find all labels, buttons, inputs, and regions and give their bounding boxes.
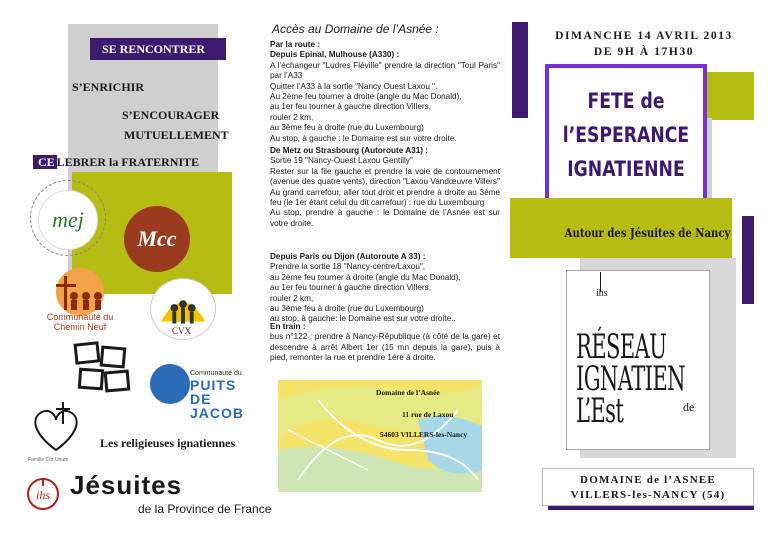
route-line: au 2ème feu tourner à droite (angle du Mac Donald), xyxy=(270,272,461,282)
route-line: au stop, à gauche: le Domaine est sur votre droite.. xyxy=(270,314,456,324)
route-line: Au 2ème feu tourner à droite (angle du Mac Donald), xyxy=(270,92,462,102)
route-line: Sortie 19 "Nancy-Ouest Laxou Gentilly" xyxy=(270,156,413,166)
tag-encourager: S’ENCOURAGER xyxy=(122,108,220,122)
route-train xyxy=(270,322,500,364)
fraternite-rest: LEBRER la FRATERNITE xyxy=(56,155,200,169)
route-subheading: Depuis Paris ou Dijon (Autoroute A 33) : xyxy=(270,252,426,261)
route-line: Au stop, à gauche : le Domaine est sur votre droite. xyxy=(270,133,457,143)
celebrer-fraternite xyxy=(38,155,228,171)
event-hours: DE 9H À 17H30 xyxy=(593,46,695,58)
fete-line: FETE de xyxy=(587,89,665,113)
tag-mutuellement: MUTUELLEMENT xyxy=(124,128,229,142)
reseau-de: de xyxy=(683,400,695,414)
autour-jesuites: Autour des Jésuites de Nancy xyxy=(564,226,731,240)
route-line: bus n°122 : prendre à Nancy-République (à côté de la gare) et descendre à arrêt Albert 1er (15 mn depuis la gare), puis à pied, remonter la rue et prendre 1ère à droite. xyxy=(270,332,500,363)
svg-text:ihs: ihs xyxy=(35,488,51,502)
puits-big-label: PUITS DE JACOB xyxy=(190,377,245,421)
route-subheading: Depuis Epinal, Mulhouse (A330) : xyxy=(270,50,400,60)
route-line: rouler 2 km, xyxy=(270,293,314,303)
religieuses-label: Les religieuses ignatiennes xyxy=(100,436,236,450)
chemin-neuf-label: Communauté du Chemin Neuf xyxy=(46,312,114,332)
map-address-city: 54603 VILLERS-les-Nancy xyxy=(380,430,468,439)
cor-unum-caption: Famille Cor Unum xyxy=(28,457,69,463)
route-line: Quitter l’A33 à la sortie "Nancy Ouest Laxou ". xyxy=(270,81,438,91)
route-epinal xyxy=(270,40,500,144)
route-line: Rester sur la file gauche et prendre la voie de contournement (avenue des quatre vents), direction "Laxou Vandœuvre Villers" xyxy=(270,166,500,187)
mej-logo: mej xyxy=(38,190,98,250)
venue-name: DOMAINE de l’ASNEE xyxy=(580,474,716,486)
right-purple-vertical-2 xyxy=(742,216,754,304)
route-line: Au stop, prendre à gauche : le Domaine de l’Asnée est sur votre droite. xyxy=(270,208,500,228)
reseau-line: L’Est xyxy=(576,391,624,431)
cvx-label: CVX xyxy=(172,326,192,336)
fete-line: l’ESPERANCE xyxy=(562,123,690,147)
jesuites-subtitle: de la Province de France xyxy=(138,502,272,516)
squares-logo-icon xyxy=(72,340,134,398)
route-subheading: De Metz ou Strasbourg (Autoroute A31) : xyxy=(270,146,428,155)
right-purple-vertical xyxy=(512,22,528,118)
fete-line: IGNATIENNE xyxy=(567,157,685,181)
map-address-street: 11 rue de Laxou xyxy=(402,410,454,419)
route-line: Au grand carrefour, aller tout droit et prendre à droite au 3ème feu (le 1er étant celui du dit carrefour) : rue du Luxembourg xyxy=(270,187,500,208)
fraternite-prefix: CE xyxy=(33,155,57,169)
fete-title xyxy=(560,84,693,186)
route-line: au 3ème feu à droite (rue du Luxembourg) xyxy=(270,304,424,314)
map-address-name: Domaine de l’Asnée xyxy=(376,388,440,397)
puits-small-label: Communauté du xyxy=(190,370,242,377)
route-line: au 1er feu tourner à gauche direction Villers, xyxy=(270,102,431,112)
route-subheading: En train : xyxy=(270,322,306,331)
route-line: au 3ème feu à droite (rue du Luxembourg) xyxy=(270,123,424,133)
mcc-logo: Mcc xyxy=(124,206,190,272)
reseau-ihs: ihs xyxy=(596,288,608,299)
jesuites-title: Jésuites xyxy=(70,470,183,500)
ihs-jesuites-icon xyxy=(26,476,60,518)
reseau-line: RÉSEAU xyxy=(576,327,667,367)
venue-city: VILLERS-les-NANCY (54) xyxy=(570,489,726,501)
route-heading: Par la route : xyxy=(270,40,321,49)
route-line: Prendre la sortie 18 "Nancy-centre/Laxou", xyxy=(270,262,426,272)
route-line: au 1er feu tourner à gauche direction Villers, xyxy=(270,283,431,293)
route-line: A l’échangeur "Ludres Fléville" prendre la direction "Toul Paris" par l’A33 xyxy=(270,60,500,81)
se-rencontrer-heading: SE RENCONTRER xyxy=(90,38,226,60)
route-metz xyxy=(270,146,500,229)
reseau-line: IGNATIEN xyxy=(576,359,685,399)
access-title: Accès au Domaine de l’Asnée : xyxy=(272,22,439,36)
puits-jacob-icon xyxy=(150,364,190,404)
tag-enrichir: S’ENRICHIR xyxy=(72,80,145,94)
route-line: rouler 2 km, xyxy=(270,112,314,122)
route-paris xyxy=(270,252,500,325)
event-date: DIMANCHE 14 AVRIL 2013 xyxy=(555,30,733,42)
cor-unum-heart-icon xyxy=(26,398,86,460)
